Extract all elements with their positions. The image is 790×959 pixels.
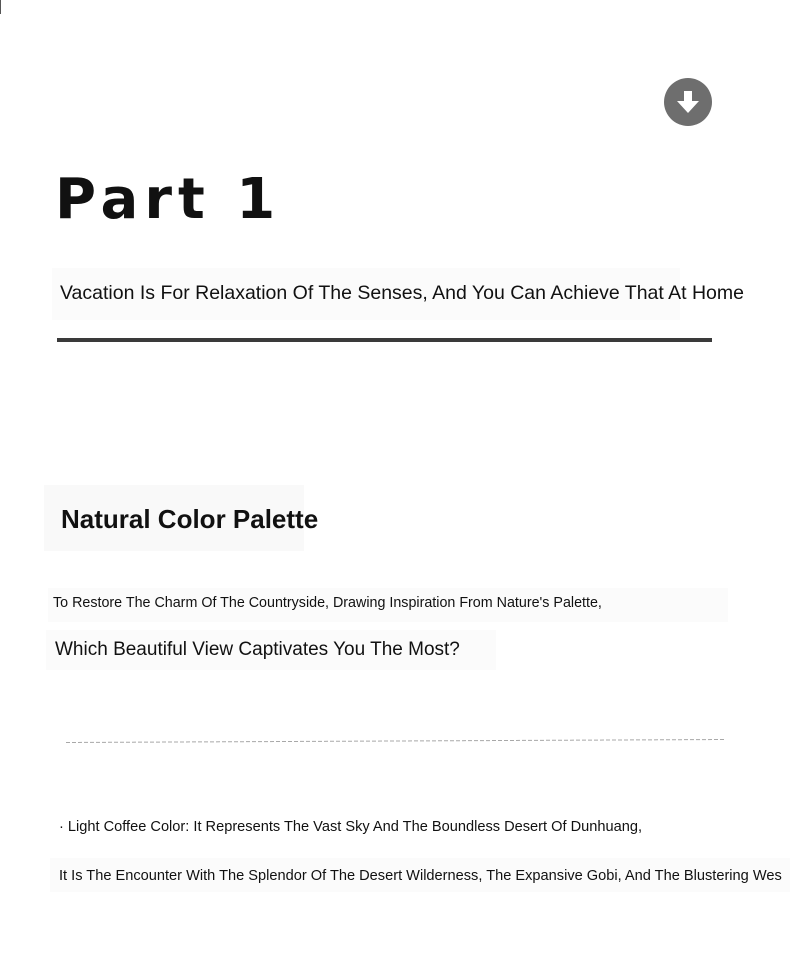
page-edge-mark	[0, 0, 1, 14]
section-title: Natural Color Palette	[61, 504, 319, 534]
dashed-divider	[66, 730, 726, 746]
part-title: Part 1	[55, 167, 282, 232]
question-text: Which Beautiful View Captivates You The Most?	[55, 639, 460, 660]
download-button[interactable]	[664, 78, 712, 126]
palette-description-text: It Is The Encounter With The Splendor Of The Desert Wilderness, The Expansive Gobi, And The Blustering Wes	[59, 868, 782, 884]
intro-text: To Restore The Charm Of The Countryside, Drawing Inspiration From Nature's Palette,	[53, 595, 602, 611]
palette-bullet-text: · Light Coffee Color: It Represents The Vast Sky And The Boundless Desert Of Dunhuang,	[59, 819, 642, 835]
download-arrow-icon	[674, 88, 702, 116]
title-underline-rule	[57, 338, 712, 342]
subtitle: Vacation Is For Relaxation Of The Senses, And You Can Achieve That At Home	[60, 282, 744, 304]
